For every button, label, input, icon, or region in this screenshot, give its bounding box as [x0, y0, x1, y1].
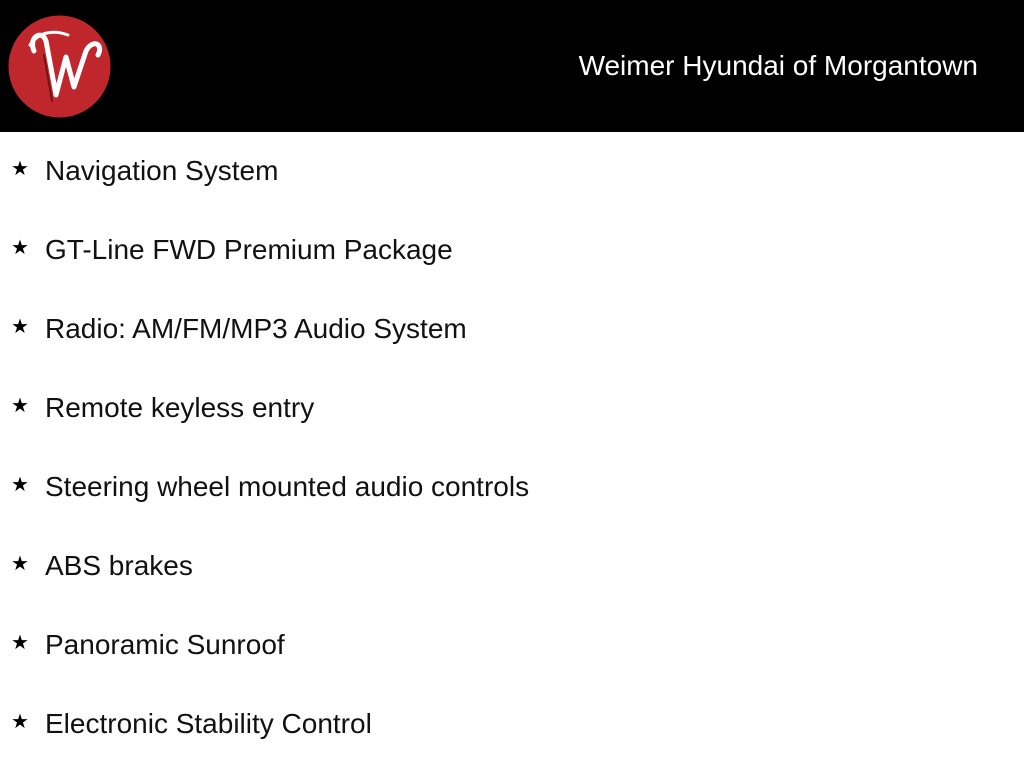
feature-label: GT-Line FWD Premium Package — [45, 234, 453, 265]
feature-label: Steering wheel mounted audio controls — [45, 471, 530, 502]
dealer-name: Weimer Hyundai of Morgantown — [578, 50, 978, 81]
star-icon: ★ — [11, 711, 29, 733]
feature-label: Remote keyless entry — [45, 392, 315, 423]
star-icon: ★ — [11, 316, 29, 338]
star-icon: ★ — [11, 553, 29, 575]
feature-label: Navigation System — [45, 155, 279, 186]
feature-item — [0, 369, 1024, 448]
feature-item — [0, 290, 1024, 369]
feature-label: ABS brakes — [45, 550, 193, 581]
star-icon: ★ — [11, 474, 29, 496]
star-icon: ★ — [11, 632, 29, 654]
feature-label: Electronic Stability Control — [45, 708, 372, 739]
feature-item — [0, 685, 1024, 764]
feature-item — [0, 527, 1024, 606]
header-bar — [0, 0, 1024, 132]
star-icon: ★ — [11, 395, 29, 417]
star-icon: ★ — [11, 158, 29, 180]
weimer-logo-icon — [8, 15, 111, 118]
feature-item — [0, 606, 1024, 685]
feature-label: Radio: AM/FM/MP3 Audio System — [45, 313, 467, 344]
feature-item — [0, 448, 1024, 527]
feature-item — [0, 211, 1024, 290]
feature-item — [0, 132, 1024, 211]
star-icon: ★ — [11, 237, 29, 259]
feature-label: Panoramic Sunroof — [45, 629, 285, 660]
feature-list — [0, 132, 1024, 764]
